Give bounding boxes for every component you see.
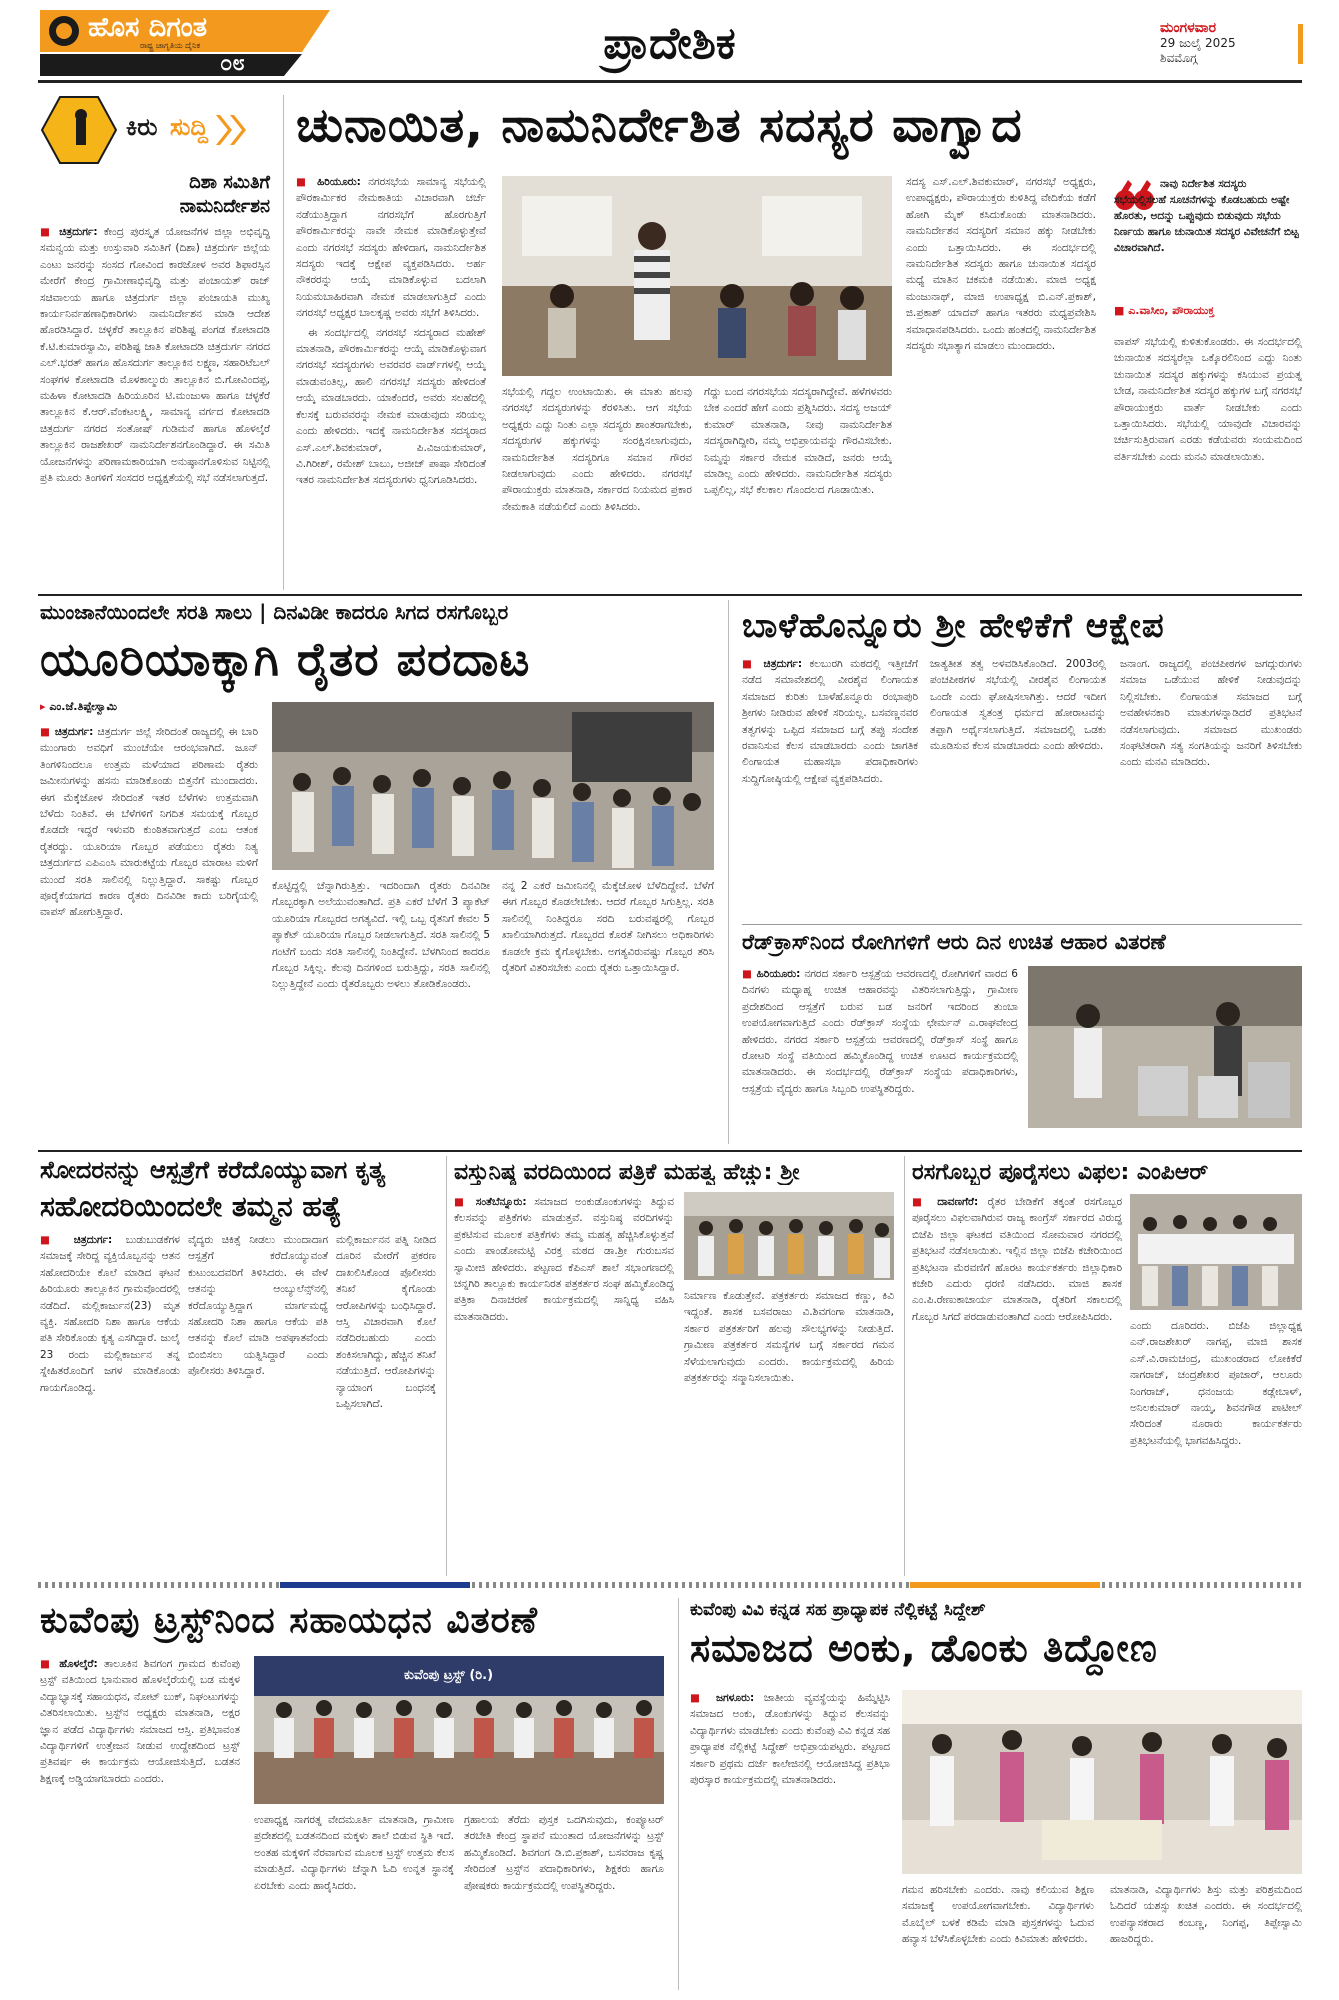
lead-col1b-text: ಈ ಸಂದರ್ಭದಲ್ಲಿ ನಗರಸಭೆ ಸದಸ್ಯರಾದ ಮಹೇಶ್ ಮಾತನಾಡಿ, ಪೌರಕಾರ್ಮಿಕರನ್ನು ಆಯ್ಕೆ ಮಾಡಿಕೊಳ್ಳುವಾಗ ನಗರಸಭೆ ಸದಸ್ಯರುಗಳು ಅವರವರ ವಾರ್ಡ್‌ಗಳಲ್ಲಿ ಆಯ್ಕೆ ಮಾಡುವಂತಿಲ್ಲ, ಹಾಲಿ ನಗರಸಭೆ ಸದಸ್ಯರು ಹೇಳಿದಂತೆ ಆಯ್ಕೆ ಮಾಡಬಾರದು. ಯಾಕೆಂದರೆ, ಅವರು ಸಲಹೆದಲ್ಲಿ ಕೆಲಸಕ್ಕೆ ಬರುವವರನ್ನು ನೇಮಕ ಮಾಡುವುದು ಸರಿಯಲ್ಲ ಎಂದು ಹೇಳಿದರು. ಇದಕ್ಕೆ ನಾಮನಿರ್ದೇಶಿತ ಸದಸ್ಯರಾದ ಎಸ್.ಎಲ್.ಶಿವಕುಮಾರ್, ಪಿ.ವಿಜಯಕುಮಾರ್, ವಿ.ಗಿರೀಶ್, ರಮೇಶ್ ಬಾಬು, ಅಜೀಜ್ ಪಾಷಾ ಸೇರಿದಂತೆ ಇತರ ನಾಮನಿರ್ದೇಶಿತ ಸದಸ್ಯರುಗಳು ಧ್ವನಿಗೂಡಿಸಿದರು. [296,326,486,487]
lead-headline: ಚುನಾಯಿತ, ನಾಮನಿರ್ದೇಶಿತ ಸದಸ್ಯರ ವಾಗ್ವಾದ [296,98,1023,153]
lead-col5-text: ವಾಪಸ್ ಸಭೆಯಲ್ಲಿ ಕುಳಿತುಕೊಂಡರು. ಈ ಸಂದರ್ಭದಲ್ಲಿ ಚುನಾಯಿತ ಸದಸ್ಯರೆಲ್ಲಾ ಒಕ್ಕೊರಲಿನಿಂದ ಎದ್ದು ನಿಂತು ಚುನಾಯಿತ ಸದಸ್ಯರ ಹಕ್ಕುಗಳನ್ನು ಕಸಿಯುವ ಪ್ರಯತ್ನ ಬೇಡ, ನಾಮನಿರ್ದೇಶಿತ ಸದಸ್ಯರ ಹಕ್ಕುಗಳ ಬಗ್ಗೆ ನಗರಸಭೆ ಪೌರಾಯುಕ್ತರು ವಾರ್ತೆ ನೀಡಬೇಕು ಎಂದು ಒತ್ತಾಯಿಸಿದರು. ಸಭೆಯಲ್ಲಿ ಯಾವುದೇ ವಿಚಾರವನ್ನು ಚರ್ಚಿಸುತ್ತಿರುವಾಗ ಎರಡು ಕಡೆಯವರು ಸಂಯಮದಿಂದ ವರ್ತಿಸಬೇಕು ಎಂದು ಮನವಿ ಮಾಡಲಾಯಿತು. [1114,336,1302,463]
kuvempu-banner-text: ಕುವೆಂಪು ಟ್ರಸ್ಟ್ (ರಿ.) [404,1668,494,1683]
masthead-rule [38,80,1302,83]
press-divider [904,1156,905,1576]
lead-col-3 [704,384,892,584]
rule-bale-redcross [742,924,1302,925]
murder-col3-text: ಮಲ್ಲಿಕಾರ್ಜುನನ ಪತ್ನಿ ನೀಡಿದ ದೂರಿನ ಮೇರೆಗೆ ಪ್ರಕರಣ ದಾಖಲಿಸಿಕೊಂಡ ಪೊಲೀಸರು ತನಿಖೆ ಕೈಗೊಂಡು ಆರೋಪಿಗಳನ್ನು ಬಂಧಿಸಿದ್ದಾರೆ. ಆಸ್ತಿ ವಿಚಾರವಾಗಿ ಕೊಲೆ ನಡೆದಿರಬಹುದು ಎಂದು ಶಂಕಿಸಲಾಗಿದ್ದು, ಹೆಚ್ಚಿನ ತನಿಖೆ ನಡೆಯುತ್ತಿದೆ. ಆರೋಪಿಗಳನ್ನು ನ್ಯಾಯಾಂಗ ಬಂಧನಕ್ಕೆ ಒಪ್ಪಿಸಲಾಗಿದೆ. [336,1234,436,1411]
urea-col3-text: ನನ್ನ 2 ಎಕರೆ ಜಮೀನಿನಲ್ಲಿ ಮೆಕ್ಕೆಜೋಳ ಬೆಳೆದಿದ್ದೇನೆ. ಬೆಳೆಗೆ ಈಗ ಗೊಬ್ಬರ ಕೊಡಲೇಬೇಕು. ಆದರೆ ಗೊಬ್ಬರ ಸಿಗುತ್ತಿಲ್ಲ. ಸರತಿ ಸಾಲಿನಲ್ಲಿ ನಿಂತಿದ್ದರೂ ಸರದಿ ಬರುವಷ್ಟರಲ್ಲಿ ಗೊಬ್ಬರ ಖಾಲಿಯಾಗಿರುತ್ತದೆ. ಗೊಬ್ಬರದ ಕೊರತೆ ನೀಗಿಸಲು ಅಧಿಕಾರಿಗಳು ಕೂಡಲೇ ಕ್ರಮ ಕೈಗೊಳ್ಳಬೇಕು. ಅಗತ್ಯವಿರುವಷ್ಟು ಗೊಬ್ಬರ ತರಿಸಿ ರೈತರಿಗೆ ವಿತರಿಸಬೇಕು ಎಂದು ರೈತರು ಒತ್ತಾಯಿಸಿದ್ದಾರೆ. [502,880,714,975]
siddesh-col-3 [1110,1882,1302,1986]
press-headline: ವಸ್ತುನಿಷ್ಠ ವರದಿಯಿಂದ ಪತ್ರಿಕೆ ಮಹತ್ವ ಹೆಚ್ಚು: ಶ್ರೀ [454,1160,800,1185]
kiru-title-1: ದಿಶಾ ಸಮಿತಿಗೆ [189,172,270,193]
bale-col2-text: ಜಾತ್ಯತೀತ ತತ್ವ ಅಳವಡಿಸಿಕೊಂಡಿದೆ. 2003ರಲ್ಲಿ ಪಂಚಪೀಠಗಳ ಸಭೆಯಲ್ಲಿ ವೀರಶೈವ ಲಿಂಗಾಯತ ಒಂದೇ ಎಂದು ಘೋಷಿಸಲಾಗಿತ್ತು. ಆದರೆ ಇದೀಗ ಲಿಂಗಾಯತ ಸ್ವತಂತ್ರ ಧರ್ಮದ ಹೋರಾಟವನ್ನು ತಪ್ಪಾಗಿ ಅರ್ಥೈಸಲಾಗುತ್ತಿದೆ. ಸಮಾಜದಲ್ಲಿ ಒಡಕು ಮೂಡಿಸುವ ಕೆಲಸ ಮಾಡಬಾರದು ಎಂದು ಹೇಳಿದರು. [930,658,1106,753]
redcross-photo [1028,966,1302,1128]
masthead-date: 29 ಜುಲೈ 2025 [1160,36,1236,50]
murder-col-1: ■ ಚಿತ್ರದುರ್ಗ: ಬುಡುಬುಡಕೆಗಳ ಸಮಾಜಕ್ಕೆ ಸೇರಿದ್ದ ವ್ಯಕ್ತಿಯೊಬ್ಬನನ್ನು ಆತನ ಸಹೋದರಿಯೇ ಕೊಲೆ ಮಾಡಿದ ಘಟನೆ ಹಿರಿಯೂರು ತಾಲ್ಲೂಕಿನ ಗ್ರಾಮವೊಂದರಲ್ಲಿ ನಡೆದಿದೆ. ಮಲ್ಲಿಕಾರ್ಜುನ(23) ಮೃತ ವ್ಯಕ್ತಿ. ಸಹೋದರಿ ನಿಶಾ ಹಾಗೂ ಆಕೆಯ ಪತಿ ಸೇರಿಕೊಂಡು ಕೃತ್ಯ ಎಸಗಿದ್ದಾರೆ. ಜುಲೈ 23 ರಂದು ಮಲ್ಲಿಕಾರ್ಜುನ ತನ್ನ ಸ್ನೇಹಿತರೊಂದಿಗೆ ಜಗಳ ಮಾಡಿಕೊಂಡು ಗಾಯಗೊಂಡಿದ್ದ. [40,1234,180,1394]
murder-col1-text: ಬುಡುಬುಡಕೆಗಳ ಸಮಾಜಕ್ಕೆ ಸೇರಿದ್ದ ವ್ಯಕ್ತಿಯೊಬ್ಬನನ್ನು ಆತನ ಸಹೋದರಿಯೇ ಕೊಲೆ ಮಾಡಿದ ಘಟನೆ ಹಿರಿಯೂರು ತಾಲ್ಲೂಕಿನ ಗ್ರಾಮವೊಂದರಲ್ಲಿ ನಡೆದಿದೆ. ಮಲ್ಲಿಕಾರ್ಜುನ(23) ಮೃತ ವ್ಯಕ್ತಿ. ಸಹೋದರಿ ನಿಶಾ ಹಾಗೂ ಆಕೆಯ ಪತಿ ಸೇರಿಕೊಂಡು ಕೃತ್ಯ ಎಸಗಿದ್ದಾರೆ. ಜುಲೈ 23 ರಂದು ಮಲ್ಲಿಕಾರ್ಜುನ ತನ್ನ ಸ್ನೇಹಿತರೊಂದಿಗೆ ಜಗಳ ಮಾಡಿಕೊಂಡು ಗಾಯಗೊಂಡಿದ್ದ. [40,1234,180,1394]
lead-quote-box [1114,176,1302,326]
kuvempu-col2-text: ಉಪಾಧ್ಯಕ್ಷ ನಾಗರತ್ನ ವೇದಮೂರ್ತಿ ಮಾತನಾಡಿ, ಗ್ರಾಮೀಣ ಪ್ರದೇಶದಲ್ಲಿ ಬಡತನದಿಂದ ಮಕ್ಕಳು ಶಾಲೆ ಬಿಡುವ ಸ್ಥಿತಿ ಇದೆ. ಅಂತಹ ಮಕ್ಕಳಿಗೆ ನೆರವಾಗುವ ಮೂಲಕ ಟ್ರಸ್ಟ್ ಉತ್ತಮ ಕೆಲಸ ಮಾಡುತ್ತಿದೆ. ವಿದ್ಯಾರ್ಥಿಗಳು ಚೆನ್ನಾಗಿ ಓದಿ ಉನ್ನತ ಸ್ಥಾನಕ್ಕೆ ಏರಬೇಕು ಎಂದು ಹಾರೈಸಿದರು. [254,1814,454,1892]
murder-divider [446,1156,447,1576]
bale-col-1: ■ ಚಿತ್ರದುರ್ಗ: ಕಲಬುರಗಿ ಮಠದಲ್ಲಿ ಇತ್ತೀಚೆಗೆ ನಡೆದ ಸಮಾವೇಶದಲ್ಲಿ ವೀರಶೈವ ಲಿಂಗಾಯತ ಸಮಾಜದ ಕುರಿತು ಬಾಳೆಹೊನ್ನೂರು ರಂಭಾಪುರಿ ಶ್ರೀಗಳು ನೀಡಿರುವ ಹೇಳಿಕೆ ಸರಿಯಲ್ಲ. ಬಸವಣ್ಣನವರ ತತ್ವಗಳನ್ನು ಒಪ್ಪಿದ ಸಮಾಜದ ಬಗ್ಗೆ ತಪ್ಪು ಸಂದೇಶ ರವಾನಿಸುವ ಕೆಲಸ ಮಾಡಬಾರದು ಎಂದು ಜಾಗತಿಕ ಲಿಂಗಾಯತ ಮಹಾಸಭಾ ಪದಾಧಿಕಾರಿಗಳು ಸುದ್ದಿಗೋಷ್ಠಿಯಲ್ಲಿ ಆಕ್ಷೇಪ ವ್ಯಕ್ತಪಡಿಸಿದರು. [742,658,918,785]
urea-kicker: ಮುಂಜಾನೆಯಿಂದಲೇ ಸರತಿ ಸಾಲು | ದಿನವಿಡೀ ಕಾದರೂ ಸಿಗದ ರಸಗೊಬ್ಬರ [40,600,509,624]
section-divider-bar [38,1582,1302,1588]
urea-headline: ಯೂರಿಯಾಕ್ಕಾಗಿ ರೈತರ ಪರದಾಟ [40,632,531,686]
divider-accent-blue [280,1582,470,1588]
murder-col2-text: ವೈದ್ಯರು ಚಿಕಿತ್ಸೆ ನೀಡಲು ಮುಂದಾದಾಗ ಆಸ್ಪತ್ರೆಗೆ ಕರೆದೊಯ್ಯುವಂತೆ ಕುಟುಂಬದವರಿಗೆ ತಿಳಿಸಿದರು. ಈ ವೇಳೆ ಆತನನ್ನು ಆಂಬ್ಯುಲೆನ್ಸ್‌ನಲ್ಲಿ ಕರೆದೊಯ್ಯುತ್ತಿದ್ದಾಗ ಮಾರ್ಗಮಧ್ಯೆ ಸಹೋದರಿ ನಿಶಾ ಹಾಗೂ ಆಕೆಯ ಪತಿ ಆತನನ್ನು ಕೊಲೆ ಮಾಡಿ ಅಪಘಾತವೆಂದು ಬಿಂಬಿಸಲು ಯತ್ನಿಸಿದ್ದಾರೆ ಎಂದು ಪೊಲೀಸರು ತಿಳಿಸಿದ್ದಾರೆ. [188,1234,328,1378]
kiru-body: ■ ಚಿತ್ರದುರ್ಗ: ಕೇಂದ್ರ ಪುರಸ್ಕೃತ ಯೋಜನೆಗಳ ಜಿಲ್ಲಾ ಅಭಿವೃದ್ಧಿ ಸಮನ್ವಯ ಮತ್ತು ಉಸ್ತುವಾರಿ ಸಮಿತಿಗೆ (ದಿಶಾ) ಚಿತ್ರದುರ್ಗ ಜಿಲ್ಲೆಯ ಎಂಟು ಜನರನ್ನು ಸಂಸದ ಗೋವಿಂದ ಕಾರಜೋಳ ಅವರ ಶಿಫಾರಸ್ಸಿನ ಮೇರೆಗೆ ಕೇಂದ್ರ ಗ್ರಾಮೀಣಾಭಿವೃದ್ಧಿ ಮತ್ತು ಪಂಚಾಯತ್ ರಾಜ್ ಸಚಿವಾಲಯ ಹಾಗೂ ಚಿತ್ರದುರ್ಗ ಜಿಲ್ಲಾ ಪಂಚಾಯತಿ ಮುಖ್ಯ ಕಾರ್ಯನಿರ್ವಹಣಾಧಿಕಾರಿಗಳು ನಾಮನಿರ್ದೇಶನ ಮಾಡಿ ಆದೇಶ ಹೊರಡಿಸಿದ್ದಾರೆ. ಚಳ್ಳಕೆರೆ ತಾಲ್ಲೂಕಿನ ಪರಿಶಿಷ್ಟ ಪಂಗಡ ಕೋಟಾದಡಿ ಕೆ.ಟಿ.ಕುಮಾರಸ್ವಾಮಿ, ಪರಿಶಿಷ್ಟ ಜಾತಿ ಕೋಟಾದಡಿ ಚಿತ್ರದುರ್ಗ ನಗರದ ಎಲ್.ಭರತ್ ಹಾಗೂ ಹೊಸದುರ್ಗ ತಾಲ್ಲೂಕಿನ ಲಕ್ಷ್ಮಣ, ಸಹಾರಿಟೆಬಲ್ ಸಂಘಗಳ ಕೋಟಾದಡಿ ಮೊಳಕಾಲ್ಮುರು ತಾಲ್ಲೂಕಿನ ಬಿ.ಗೋವಿಂದಪ್ಪ, ಮಹಿಳಾ ಕೋಟಾದಡಿ ಹಿರಿಯೂರಿನ ಟಿ.ಮಂಜುಳಾ ಹಾಗೂ ಚಳ್ಳಕೆರೆ ತಾಲ್ಲೂಕಿನ ಕೆ.ಆರ್.ವೆಂಕಟಲಕ್ಷ್ಮಿ, ಸಾಮಾನ್ಯ ವರ್ಗದ ಕೋಟಾದಡಿ ಚಿತ್ರದುರ್ಗ ನಗರದ ಸಂತೋಷ್ ಗುಡಿಮನೆ ಹಾಗೂ ಹೊಳಲ್ಕೆರೆ ತಾಲ್ಲೂಕಿನ ರಾಜಶೇಖರ್ ನಾಮನಿರ್ದೇಶನಗೊಂಡಿದ್ದಾರೆ. ಈ ಸಮಿತಿ ಯೋಜನೆಗಳನ್ನು ಪರಿಣಾಮಕಾರಿಯಾಗಿ ಅನುಷ್ಠಾನಗೊಳಿಸುವ ನಿಟ್ಟಿನಲ್ಲಿ ಪ್ರತಿ ಮೂರು ತಿಂಗಳಿಗೆ ಸಂಸದರ ಅಧ್ಯಕ್ಷತೆಯಲ್ಲಿ ಸಭೆ ನಡೆಸಲಾಗುತ್ತದೆ. [40,226,270,485]
urea-col-3 [502,878,714,1144]
divider-accent-orange [910,1582,1100,1588]
urea-byline-text: ಎಂ.ಜೆ.ತಿಪ್ಪೇಸ್ವಾಮಿ [49,700,118,713]
siddesh-col1-text: ಜಾತೀಯ ವ್ಯವಸ್ಥೆಯನ್ನು ಹಿಮ್ಮೆಟ್ಟಿಸಿ ಸಮಾಜದ ಅಂಕು, ಡೊಂಕುಗಳನ್ನು ತಿದ್ದುವ ಕೆಲಸವನ್ನು ವಿದ್ಯಾರ್ಥಿಗಳು ಮಾಡಬೇಕು ಎಂದು ಕುವೆಂಪು ವಿವಿ ಕನ್ನಡ ಸಹ ಪ್ರಾಧ್ಯಾಪಕ ನೆಲ್ಲಿಕಟ್ಟೆ ಸಿದ್ದೇಶ್ ಅಭಿಪ್ರಾಯಪಟ್ಟರು. ಪಟ್ಟಣದ ಸರ್ಕಾರಿ ಪ್ರಥಮ ದರ್ಜೆ ಕಾಲೇಜಿನಲ್ಲಿ ಆಯೋಜಿಸಿದ್ದ ಪ್ರತಿಭಾ ಪುರಸ್ಕಾರ ಕಾರ್ಯಕ್ರಮದಲ್ಲಿ ಮಾತನಾಡಿದರು. [690,1692,890,1787]
lead-quote-text: ನಾವು ನಿರ್ದೇಶಿತ ಸದಸ್ಯರು ಸಭೆಯಲ್ಲಿಸಲಹೆ ಸೂಚನೆಗಳನ್ನು ಕೊಡಬಹುದು ಅಷ್ಟೇ ಹೊರತು, ಅದನ್ನು ಒಪ್ಪುವುದು ಬಿಡುವುದು ಸಭೆಯ ನಿರ್ಣಯ ಹಾಗೂ ಚುನಾಯಿತ ಸದಸ್ಯರ ವಿವೇಚನೆಗೆ ಬಿಟ್ಟ ವಿಚಾರವಾಗಿದೆ. [1114,178,1299,254]
fert-dateline: ದಾವಣಗೆರೆ: [937,1196,979,1208]
kiru-label: ಕಿರು [126,113,158,141]
section-title: ಪ್ರಾದೇಶಿಕ [603,18,736,69]
siddesh-col-1: ■ ಜಗಳೂರು: ಜಾತೀಯ ವ್ಯವಸ್ಥೆಯನ್ನು ಹಿಮ್ಮೆಟ್ಟಿಸಿ ಸಮಾಜದ ಅಂಕು, ಡೊಂಕುಗಳನ್ನು ತಿದ್ದುವ ಕೆಲಸವನ್ನು ವಿದ್ಯಾರ್ಥಿಗಳು ಮಾಡಬೇಕು ಎಂದು ಕುವೆಂಪು ವಿವಿ ಕನ್ನಡ ಸಹ ಪ್ರಾಧ್ಯಾಪಕ ನೆಲ್ಲಿಕಟ್ಟೆ ಸಿದ್ದೇಶ್ ಅಭಿಪ್ರಾಯಪಟ್ಟರು. ಪಟ್ಟಣದ ಸರ್ಕಾರಿ ಪ್ರಥಮ ದರ್ಜೆ ಕಾಲೇಜಿನಲ್ಲಿ ಆಯೋಜಿಸಿದ್ದ ಪ್ರತಿಭಾ ಪುರಸ್ಕಾರ ಕಾರ್ಯಕ್ರಮದಲ್ಲಿ ಮಾತನಾಡಿದರು. [690,1692,890,1787]
press-col2-text: ನಿರ್ಮಾಣ ಕೊಡುತ್ತೇನೆ. ಪತ್ರಕರ್ತರು ಸಮಾಜದ ಕಣ್ಣು, ಕಿವಿ ಇದ್ದಂತೆ. ಶಾಸಕ ಬಸವರಾಜು ವಿ.ಶಿವಗಂಗಾ ಮಾತನಾಡಿ, ಸರ್ಕಾರ ಪತ್ರಕರ್ತರಿಗೆ ಹಲವು ಸೌಲಭ್ಯಗಳನ್ನು ನೀಡುತ್ತಿದೆ. ಗ್ರಾಮೀಣ ಪತ್ರಕರ್ತರ ಸಮಸ್ಯೆಗಳ ಬಗ್ಗೆ ಸರ್ಕಾರದ ಗಮನ ಸೆಳೆಯಲಾಗುವುದು ಎಂದರು. ಕಾರ್ಯಕ್ರಮದಲ್ಲಿ ಹಿರಿಯ ಪತ್ರಕರ್ತರನ್ನು ಸನ್ಮಾನಿಸಲಾಯಿತು. [684,1290,894,1385]
fert-col2-text: ಎಂದು ದೂರಿದರು. ಬಿಜೆಪಿ ಜಿಲ್ಲಾಧ್ಯಕ್ಷ ಎನ್.ರಾಜಶೇಖರ್ ನಾಗಪ್ಪ, ಮಾಜಿ ಶಾಸಕ ಎಸ್.ವಿ.ರಾಮಚಂದ್ರ, ಮುಖಂಡರಾದ ಲೋಕಿಕೆರೆ ನಾಗರಾಜ್, ಚಂದ್ರಶೇಖರ ಪೂಜಾರ್, ಆಲೂರು ನಿಂಗರಾಜ್, ಧನಂಜಯ ಕಡ್ಲೇಬಾಳ್, ಅನಿಲಕುಮಾರ್ ನಾಯ್ಕ, ಶಿವನಗೌಡ ಪಾಟೀಲ್ ಸೇರಿದಂತೆ ನೂರಾರು ಕಾರ್ಯಕರ್ತರು ಪ್ರತಿಭಟನೆಯಲ್ಲಿ ಭಾಗವಹಿಸಿದ್ದರು. [1130,1320,1302,1447]
meeting-photo-icon [502,176,892,376]
fert-headline: ರಸಗೊಬ್ಬರ ಪೂರೈಸಲು ವಿಫಲ: ಎಂಪಿಆರ್ [912,1160,1209,1185]
masthead-title: ಹೊಸ ದಿಗಂತ [88,12,208,43]
crowd-photo-icon [272,702,714,870]
masthead-day: ಮಂಗಳವಾರ [1160,20,1217,36]
lead-col-2 [502,384,692,584]
redcross-body: ■ ಹಿರಿಯೂರು: ನಗರದ ಸರ್ಕಾರಿ ಆಸ್ಪತ್ರೆಯ ಆವರಣದಲ್ಲಿ ರೋಗಿಗಳಿಗೆ ವಾರದ 6 ದಿನಗಳು ಮಧ್ಯಾಹ್ನ ಉಚಿತ ಆಹಾರವನ್ನು ವಿತರಿಸಲಾಗುತ್ತಿದ್ದು, ಗ್ರಾಮೀಣ ಪ್ರದೇಶದಿಂದ ಆಸ್ಪತ್ರೆಗೆ ಬರುವ ಬಡ ಜನರಿಗೆ ಇದರಿಂದ ತುಂಬಾ ಉಪಯೋಗವಾಗುತ್ತಿದೆ ಎಂದು ರೆಡ್‌ಕ್ರಾಸ್ ಸಂಸ್ಥೆಯ ಛೇರ್ಮನ್ ಎ.ರಾಘವೇಂದ್ರ ಹೇಳಿದರು. ನಗರದ ಸರ್ಕಾರಿ ಆಸ್ಪತ್ರೆಯ ಆವರಣದಲ್ಲಿ ರೆಡ್‌ಕ್ರಾಸ್ ಸಂಸ್ಥೆ ಹಾಗೂ ರೋಟರಿ ಸಂಸ್ಥೆ ವತಿಯಿಂದ ಹಮ್ಮಿಕೊಂಡಿದ್ದ ಉಚಿತ ಊಟದ ಕಾರ್ಯಕ್ರಮದಲ್ಲಿ ಮಾತನಾಡಿದರು. ಈ ಸಂದರ್ಭದಲ್ಲಿ ರೆಡ್‌ಕ್ರಾಸ್ ಸಂಸ್ಥೆಯ ಪದಾಧಿಕಾರಿಗಳು, ಆಸ್ಪತ್ರೆಯ ವೈದ್ಯರು ಹಾಗೂ ಸಿಬ್ಬಂದಿ ಉಪಸ್ಥಿತರಿದ್ದರು. [742,968,1018,1095]
lead-quote-by: ■ ಎ.ವಾಸೀಂ, ಪೌರಾಯುಕ್ತ [1114,304,1215,317]
rule-row-2 [38,1150,1302,1152]
murder-col-3 [336,1232,436,1572]
murder-dateline: ಚಿತ್ರದುರ್ಗ: [73,1234,113,1246]
page-number: ೦೮ [220,51,245,76]
masthead-edge-bar [1298,24,1303,64]
bale-col3-text: ಜನಾಂಗ. ರಾಜ್ಯದಲ್ಲಿ ಪಂಚಪೀಠಗಳ ಜಗದ್ಗುರುಗಳು ಸಮಾಜ ಒಡೆಯುವ ಹೇಳಿಕೆ ನೀಡುವುದನ್ನು ನಿಲ್ಲಿಸಬೇಕು. ಲಿಂಗಾಯತ ಸಮಾಜದ ಬಗ್ಗೆ ಅವಹೇಳನಕಾರಿ ಮಾತುಗಳನ್ನಾಡಿದರೆ ಪ್ರತಿಭಟನೆ ನಡೆಸಲಾಗುವುದು. ಸಮಾಜದ ಮುಖಂಡರು ಸಂಘಟಿತರಾಗಿ ಸತ್ಯ ಸಂಗತಿಯನ್ನು ಜನರಿಗೆ ತಿಳಿಸಬೇಕು ಎಂದು ಮನವಿ ಮಾಡಿದರು. [1120,658,1302,769]
urea-col2-text: ಕೊಟ್ಟಿದ್ದಲ್ಲಿ ಚೆನ್ನಾಗಿರುತ್ತಿತ್ತು. ಇದರಿಂದಾಗಿ ರೈತರು ದಿನವಿಡೀ ಗೊಬ್ಬರಕ್ಕಾಗಿ ಅಲೆಯುವಂತಾಗಿದೆ. ಪ್ರತಿ ಎಕರೆ ಬೆಳೆಗೆ 3 ಪ್ಯಾಕೆಟ್ ಯೂರಿಯಾ ಗೊಬ್ಬರದ ಅಗತ್ಯವಿದೆ. ಇಲ್ಲಿ ಒಬ್ಬ ರೈತನಿಗೆ ಕೇವಲ 5 ಪ್ಯಾಕೆಟ್ ಯೂರಿಯಾ ಗೊಬ್ಬರ ನೀಡಲಾಗುತ್ತಿದೆ. ಸರತಿ ಸಾಲಿನಲ್ಲಿ 5 ಗಂಟೆಗೆ ಬಂದು ಸರತಿ ಸಾಲಿನಲ್ಲಿ ನಿಂತಿದ್ದೇನೆ. ಬೆಳಗಿನಿಂದ ಕಾದರೂ ಗೊಬ್ಬರ ಸಿಕ್ಕಿಲ್ಲ. ಕೆಲವು ದಿನಗಳಿಂದ ಬರುತ್ತಿದ್ದು, ಸರತಿ ಸಾಲಿನಲ್ಲಿ ನಿಲ್ಲುತ್ತಿದ್ದೇನೆ ಎಂದು ರೈತರೊಬ್ಬರು ಅಳಲು ತೋಡಿಕೊಂಡರು. [272,880,490,991]
press-col-1: ■ ಸಂತೆಬೆನ್ನೂರು: ಸಮಾಜದ ಅಂಕುಡೊಂಕುಗಳನ್ನು ತಿದ್ದುವ ಕೆಲಸವನ್ನು ಪತ್ರಿಕೆಗಳು ಮಾಡುತ್ತವೆ. ವಸ್ತುನಿಷ್ಠ ವರದಿಗಳನ್ನು ಪ್ರಕಟಿಸುವ ಮೂಲಕ ಪತ್ರಿಕೆಗಳು ತಮ್ಮ ಮಹತ್ವ ಹೆಚ್ಚಿಸಿಕೊಳ್ಳುತ್ತವೆ ಎಂದು ಪಾಂಡೋಮಟ್ಟಿ ವಿರಕ್ತ ಮಠದ ಡಾ.ಶ್ರೀ ಗುರುಬಸವ ಸ್ವಾಮೀಜಿ ಹೇಳಿದರು. ಪಟ್ಟಣದ ಕೆಪಿಎಸ್ ಶಾಲೆ ಸಭಾಂಗಣದಲ್ಲಿ ಚನ್ನಗಿರಿ ತಾಲ್ಲೂಕು ಕಾರ್ಯನಿರತ ಪತ್ರಕರ್ತರ ಸಂಘ ಹಮ್ಮಿಕೊಂಡಿದ್ದ ಪತ್ರಿಕಾ ದಿನಾಚರಣೆ ಕಾರ್ಯಕ್ರಮದಲ್ಲಿ ಸಾನ್ನಿಧ್ಯ ವಹಿಸಿ ಮಾತನಾಡಿದರು. [454,1196,674,1323]
kuvempu-divider [678,1598,679,1990]
food-distribution-photo-icon [1028,966,1302,1128]
kiru-title-2: ನಾಮನಿರ್ದೇಶನ [179,196,270,217]
murder-headline-1: ಸೋದರನನ್ನು ಆಸ್ಪತ್ರೆಗೆ ಕರೆದೊಯ್ಯುವಾಗ ಕೃತ್ಯ [40,1156,386,1184]
siddesh-dateline: ಜಗಳೂರು: [715,1692,755,1704]
kuvempu-col1-text: ತಾಲೂಕಿನ ಶಿವಗಂಗ ಗ್ರಾಮದ ಕುವೆಂಪು ಟ್ರಸ್ಟ್ ವತಿಯಿಂದ ಭಾನುವಾರ ಹೊಳಲ್ಕೆರೆಯಲ್ಲಿ ಬಡ ಮಕ್ಕಳ ವಿದ್ಯಾಭ್ಯಾಸಕ್ಕೆ ಸಹಾಯಧನ, ನೋಟ್ ಬುಕ್, ನಿಘಂಟುಗಳನ್ನು ವಿತರಿಸಲಾಯಿತು. ಟ್ರಸ್ಟ್‌ನ ಅಧ್ಯಕ್ಷರು ಮಾತನಾಡಿ, ಅಕ್ಷರ ಜ್ಞಾನ ಪಡೆದ ವಿದ್ಯಾರ್ಥಿಗಳು ಸಮಾಜದ ಆಸ್ತಿ. ಪ್ರತಿಭಾವಂತ ವಿದ್ಯಾರ್ಥಿಗಳಿಗೆ ಉತ್ತೇಜನ ನೀಡುವ ಉದ್ದೇಶದಿಂದ ಟ್ರಸ್ಟ್ ಪ್ರತಿವರ್ಷ ಈ ಕಾರ್ಯಕ್ರಮ ಆಯೋಜಿಸುತ್ತಿದೆ. ಬಡತನ ಶಿಕ್ಷಣಕ್ಕೆ ಅಡ್ಡಿಯಾಗಬಾರದು ಎಂದರು. [40,1658,240,1785]
kiru-dateline: ಚಿತ್ರದುರ್ಗ: [59,226,98,238]
bale-col-3 [1120,656,1302,916]
fert-col-2 [1130,1318,1302,1574]
urea-divider [728,600,729,1144]
lead-col-1: ■ ಹಿರಿಯೂರು: ನಗರಸಭೆಯ ಸಾಮಾನ್ಯ ಸಭೆಯಲ್ಲಿ ಪೌರಕಾರ್ಮಿಕರ ನೇಮಕಾತಿಯ ವಿಚಾರವಾಗಿ ಚರ್ಚೆ ನಡೆಯುತ್ತಿದ್ದಾಗ ನಗರಸಭೆಗೆ ಹೊರಗುತ್ತಿಗೆ ಪೌರಕಾರ್ಮಿಕರನ್ನು ನಾವೇ ನೇಮಕ ಮಾಡಿಕೊಳ್ಳುತ್ತೇವೆ ಎಂದು ನಗರಸಭೆ ಸದಸ್ಯರು ಹೇಳಿದಾಗ, ನಾಮನಿರ್ದೇಶಿತ ಸದಸ್ಯರು ಇದಕ್ಕೆ ಆಕ್ಷೇಪ ವ್ಯಕ್ತಪಡಿಸಿದರು. ಅರ್ಹ ನೌಕರರನ್ನು ಆಯ್ಕೆ ಮಾಡಿಕೊಳ್ಳುವ ಬದಲಾಗಿ ನಿಯಮಬಾಹಿರವಾಗಿ ನೇಮಕ ಮಾಡಲಾಗುತ್ತಿದೆ ಎಂದು ನಗರಸಭೆ ಅಧ್ಯಕ್ಷರ ಬಾಲಕೃಷ್ಣ ಅವರು ಸಭೆಗೆ ತಿಳಿಸಿದರು. ಈ ಸಂದರ್ಭದಲ್ಲಿ ನಗರಸಭೆ ಸದಸ್ಯರಾದ ಮಹೇಶ್ ಮಾತನಾಡಿ, ಪೌರಕಾರ್ಮಿಕರನ್ನು ಆಯ್ಕೆ ಮಾಡಿಕೊಳ್ಳುವಾಗ ನಗರಸಭೆ ಸದಸ್ಯರುಗಳು ಅವರವರ ವಾರ್ಡ್‌ಗಳಲ್ಲಿ ಆಯ್ಕೆ ಮಾಡುವಂತಿಲ್ಲ, ಹಾಲಿ ನಗರಸಭೆ ಸದಸ್ಯರು ಹೇಳಿದಂತೆ ಆಯ್ಕೆ ಮಾಡಬಾರದು. ಯಾಕೆಂದರೆ, ಅವರು ಸಲಹೆದಲ್ಲಿ ಕೆಲಸಕ್ಕೆ ಬರುವವರನ್ನು ನೇಮಕ ಮಾಡುವುದು ಸರಿಯಲ್ಲ ಎಂದು ಹೇಳಿದರು. ಇದಕ್ಕೆ ನಾಮನಿರ್ದೇಶಿತ ಸದಸ್ಯರಾದ ಎಸ್.ಎಲ್.ಶಿವಕುಮಾರ್, ಪಿ.ವಿಜಯಕುಮಾರ್, ವಿ.ಗಿರೀಶ್, ರಮೇಶ್ ಬಾಬು, ಅಜೀಜ್ ಪಾಷಾ ಸೇರಿದಂತೆ ಇತರ ನಾಮನಿರ್ದೇಶಿತ ಸದಸ್ಯರುಗಳು ಧ್ವನಿಗೂಡಿಸಿದರು. [296,174,486,584]
kiru-suddi-badge [40,95,260,165]
siddesh-kicker: ಕುವೆಂಪು ವಿವಿ ಕನ್ನಡ ಸಹ ಪ್ರಾಧ್ಯಾಪಕ ನೆಲ್ಲಿಕಟ್ಟೆ ಸಿದ್ದೇಶ್ [690,1600,986,1620]
lead-col-4 [906,174,1096,584]
urea-col-2 [272,878,490,1144]
bale-col-2 [930,656,1106,916]
urea-col1-text: ಚಿತ್ರದುರ್ಗ ಜಿಲ್ಲೆ ಸೇರಿದಂತೆ ರಾಜ್ಯದಲ್ಲಿ ಈ ಬಾರಿ ಮುಂಗಾರು ಅವಧಿಗೆ ಮುಂಚೆಯೇ ಆರಂಭವಾಗಿದೆ. ಜೂನ್ ತಿಂಗಳಿನಿಂದಲೂ ಉತ್ತಮ ಮಳೆಯಾದ ಪರಿಣಾಮ ರೈತರು ಜಮೀನುಗಳನ್ನು ಹಸನು ಮಾಡಿಕೊಂಡು ಬಿತ್ತನೆಗೆ ಮುಂದಾದರು. ಈಗ ಮೆಕ್ಕೆಜೋಳ ಸೇರಿದಂತೆ ಇತರ ಬೆಳೆಗಳು ಉತ್ತಮವಾಗಿ ಬೆಳೆದು ನಿಂತಿವೆ. ಈ ಬೆಳೆಗಳಿಗೆ ನಿಗದಿತ ಸಮಯಕ್ಕೆ ಗೊಬ್ಬರ ಕೊಡದೇ ಇದ್ದರೆ ಇಳುವರಿ ಕುಂಠಿತವಾಗುತ್ತದೆ ಎಂಬ ಆತಂಕ ರೈತರದ್ದು. ಯೂರಿಯಾ ಗೊಬ್ಬರ ಪಡೆಯಲು ರೈತರು ನಿತ್ಯ ಚಿತ್ರದುರ್ಗದ ಎಪಿಎಂಸಿ ಮಾರುಕಟ್ಟೆಯ ಗೊಬ್ಬರ ಮಾರಾಟ ಮಳಿಗೆ ಮುಂದೆ ಸರತಿ ಸಾಲಿನಲ್ಲಿ ನಿಲ್ಲುತ್ತಿದ್ದಾರೆ. ಸಾಕಷ್ಟು ಗೊಬ್ಬರ ಪೂರೈಕೆಯಾಗದ ಕಾರಣ ರೈತರು ದಿನವಿಡೀ ಕಾದು ಬರಿಗೈಯಲ್ಲಿ ವಾಪಸ್ ಹೋಗುತ್ತಿದ್ದಾರೆ. [40,726,258,919]
press-photo [684,1192,894,1280]
murder-col-2 [188,1232,328,1572]
press-col1-text: ಸಮಾಜದ ಅಂಕುಡೊಂಕುಗಳನ್ನು ತಿದ್ದುವ ಕೆಲಸವನ್ನು ಪತ್ರಿಕೆಗಳು ಮಾಡುತ್ತವೆ. ವಸ್ತುನಿಷ್ಠ ವರದಿಗಳನ್ನು ಪ್ರಕಟಿಸುವ ಮೂಲಕ ಪತ್ರಿಕೆಗಳು ತಮ್ಮ ಮಹತ್ವ ಹೆಚ್ಚಿಸಿಕೊಳ್ಳುತ್ತವೆ ಎಂದು ಪಾಂಡೋಮಟ್ಟಿ ವಿರಕ್ತ ಮಠದ ಡಾ.ಶ್ರೀ ಗುರುಬಸವ ಸ್ವಾಮೀಜಿ ಹೇಳಿದರು. ಪಟ್ಟಣದ ಕೆಪಿಎಸ್ ಶಾಲೆ ಸಭಾಂಗಣದಲ್ಲಿ ಚನ್ನಗಿರಿ ತಾಲ್ಲೂಕು ಕಾರ್ಯನಿರತ ಪತ್ರಕರ್ತರ ಸಂಘ ಹಮ್ಮಿಕೊಂಡಿದ್ದ ಪತ್ರಿಕಾ ದಿನಾಚರಣೆ ಕಾರ್ಯಕ್ರಮದಲ್ಲಿ ಸಾನ್ನಿಧ್ಯ ವಹಿಸಿ ಮಾತನಾಡಿದರು. [454,1196,674,1323]
redcross-text: ನಗರದ ಸರ್ಕಾರಿ ಆಸ್ಪತ್ರೆಯ ಆವರಣದಲ್ಲಿ ರೋಗಿಗಳಿಗೆ ವಾರದ 6 ದಿನಗಳು ಮಧ್ಯಾಹ್ನ ಉಚಿತ ಆಹಾರವನ್ನು ವಿತರಿಸಲಾಗುತ್ತಿದ್ದು, ಗ್ರಾಮೀಣ ಪ್ರದೇಶದಿಂದ ಆಸ್ಪತ್ರೆಗೆ ಬರುವ ಬಡ ಜನರಿಗೆ ಇದರಿಂದ ತುಂಬಾ ಉಪಯೋಗವಾಗುತ್ತಿದೆ ಎಂದು ರೆಡ್‌ಕ್ರಾಸ್ ಸಂಸ್ಥೆಯ ಛೇರ್ಮನ್ ಎ.ರಾಘವೇಂದ್ರ ಹೇಳಿದರು. ನಗರದ ಸರ್ಕಾರಿ ಆಸ್ಪತ್ರೆಯ ಆವರಣದಲ್ಲಿ ರೆಡ್‌ಕ್ರಾಸ್ ಸಂಸ್ಥೆ ಹಾಗೂ ರೋಟರಿ ಸಂಸ್ಥೆ ವತಿಯಿಂದ ಹಮ್ಮಿಕೊಂಡಿದ್ದ ಉಚಿತ ಊಟದ ಕಾರ್ಯಕ್ರಮದಲ್ಲಿ ಮಾತನಾಡಿದರು. ಈ ಸಂದರ್ಭದಲ್ಲಿ ರೆಡ್‌ಕ್ರಾಸ್ ಸಂಸ್ಥೆಯ ಪದಾಧಿಕಾರಿಗಳು, ಆಸ್ಪತ್ರೆಯ ವೈದ್ಯರು ಹಾಗೂ ಸಿಬ್ಬಂದಿ ಉಪಸ್ಥಿತರಿದ್ದರು. [742,968,1018,1095]
kuvempu-col-3 [464,1812,664,1986]
felicitation-photo-icon [902,1690,1302,1874]
kiru-text: ಕೇಂದ್ರ ಪುರಸ್ಕೃತ ಯೋಜನೆಗಳ ಜಿಲ್ಲಾ ಅಭಿವೃದ್ಧಿ ಸಮನ್ವಯ ಮತ್ತು ಉಸ್ತುವಾರಿ ಸಮಿತಿಗೆ (ದಿಶಾ) ಚಿತ್ರದುರ್ಗ ಜಿಲ್ಲೆಯ ಎಂಟು ಜನರನ್ನು ಸಂಸದ ಗೋವಿಂದ ಕಾರಜೋಳ ಅವರ ಶಿಫಾರಸ್ಸಿನ ಮೇರೆಗೆ ಕೇಂದ್ರ ಗ್ರಾಮೀಣಾಭಿವೃದ್ಧಿ ಮತ್ತು ಪಂಚಾಯತ್ ರಾಜ್ ಸಚಿವಾಲಯ ಹಾಗೂ ಚಿತ್ರದುರ್ಗ ಜಿಲ್ಲಾ ಪಂಚಾಯತಿ ಮುಖ್ಯ ಕಾರ್ಯನಿರ್ವಹಣಾಧಿಕಾರಿಗಳು ನಾಮನಿರ್ದೇಶನ ಮಾಡಿ ಆದೇಶ ಹೊರಡಿಸಿದ್ದಾರೆ. ಚಳ್ಳಕೆರೆ ತಾಲ್ಲೂಕಿನ ಪರಿಶಿಷ್ಟ ಪಂಗಡ ಕೋಟಾದಡಿ ಕೆ.ಟಿ.ಕುಮಾರಸ್ವಾಮಿ, ಪರಿಶಿಷ್ಟ ಜಾತಿ ಕೋಟಾದಡಿ ಚಿತ್ರದುರ್ಗ ನಗರದ ಎಲ್.ಭರತ್ ಹಾಗೂ ಹೊಸದುರ್ಗ ತಾಲ್ಲೂಕಿನ ಲಕ್ಷ್ಮಣ, ಸಹಾರಿಟೆಬಲ್ ಸಂಘಗಳ ಕೋಟಾದಡಿ ಮೊಳಕಾಲ್ಮುರು ತಾಲ್ಲೂಕಿನ ಬಿ.ಗೋವಿಂದಪ್ಪ, ಮಹಿಳಾ ಕೋಟಾದಡಿ ಹಿರಿಯೂರಿನ ಟಿ.ಮಂಜುಳಾ ಹಾಗೂ ಚಳ್ಳಕೆರೆ ತಾಲ್ಲೂಕಿನ ಕೆ.ಆರ್.ವೆಂಕಟಲಕ್ಷ್ಮಿ, ಸಾಮಾನ್ಯ ವರ್ಗದ ಕೋಟಾದಡಿ ಚಿತ್ರದುರ್ಗ ನಗರದ ಸಂತೋಷ್ ಗುಡಿಮನೆ ಹಾಗೂ ಹೊಳಲ್ಕೆರೆ ತಾಲ್ಲೂಕಿನ ರಾಜಶೇಖರ್ ನಾಮನಿರ್ದೇಶನಗೊಂಡಿದ್ದಾರೆ. ಈ ಸಮಿತಿ ಯೋಜನೆಗಳನ್ನು ಪರಿಣಾಮಕಾರಿಯಾಗಿ ಅನುಷ್ಠಾನಗೊಳಿಸುವ ನಿಟ್ಟಿನಲ್ಲಿ ಪ್ರತಿ ಮೂರು ತಿಂಗಳಿಗೆ ಸಂಸದರ ಅಧ್ಯಕ್ಷತೆಯಲ್ಲಿ ಸಭೆ ನಡೆಸಲಾಗುತ್ತದೆ. [40,226,270,485]
protest-photo-icon [1130,1194,1302,1310]
fert-col-1: ■ ದಾವಣಗೆರೆ: ರೈತರ ಬೇಡಿಕೆಗೆ ತಕ್ಕಂತೆ ರಸಗೊಬ್ಬರ ಪೂರೈಸಲು ವಿಫಲವಾಗಿರುವ ರಾಜ್ಯ ಕಾಂಗ್ರೆಸ್ ಸರ್ಕಾರದ ವಿರುದ್ಧ ಬಿಜೆಪಿ ಜಿಲ್ಲಾ ಘಟಕದ ವತಿಯಿಂದ ಸೋಮವಾರ ನಗರದಲ್ಲಿ ಪ್ರತಿಭಟನೆ ನಡೆಸಲಾಯಿತು. ಇಲ್ಲಿನ ಜಿಲ್ಲಾ ಬಿಜೆಪಿ ಕಚೇರಿಯಿಂದ ಪ್ರತಿಭಟನಾ ಮೆರವಣಿಗೆ ಹೊರಟ ಕಾರ್ಯಕರ್ತರು ಜಿಲ್ಲಾಧಿಕಾರಿ ಕಚೇರಿ ಎದುರು ಧರಣಿ ನಡೆಸಿದರು. ಮಾಜಿ ಶಾಸಕ ಎಂ.ಪಿ.ರೇಣುಕಾಚಾರ್ಯ ಮಾತನಾಡಿ, ರೈತರಿಗೆ ಸಕಾಲದಲ್ಲಿ ಗೊಬ್ಬರ ಸಿಗದೆ ಪರದಾಡುವಂತಾಗಿದೆ ಎಂದು ಆರೋಪಿಸಿದರು. [912,1196,1122,1323]
suddi-label: ಸುದ್ದಿ [170,113,209,141]
masthead-tagline: ರಾಷ್ಟ್ರ ಜಾಗೃತಿಯ ದೈನಿಕ [140,41,201,50]
masthead-date-block [1160,20,1300,66]
lead-col2-text: ಸಭೆಯಲ್ಲಿ ಗದ್ದಲ ಉಂಟಾಯಿತು. ಈ ಮಾತು ಹಲವು ನಗರಸಭೆ ಸದಸ್ಯರುಗಳನ್ನು ಕೆರಳಿಸಿತು. ಆಗ ಸಭೆಯ ಅಧ್ಯಕ್ಷರು ಎದ್ದು ನಿಂತು ಎಲ್ಲಾ ಸದಸ್ಯರು ಶಾಂತರಾಗಬೇಕು, ಸದಸ್ಯರುಗಳ ಹಕ್ಕುಗಳನ್ನು ಸಂರಕ್ಷಿಸಲಾಗುವುದು, ನಾಮನಿರ್ದೇಶಿತ ಸದಸ್ಯರಿಗೂ ಸಮಾನ ಗೌರವ ನೀಡಲಾಗುವುದು ಎಂದು ಹೇಳಿದರು. ನಗರಸಭೆ ಪೌರಾಯುಕ್ತರು ಮಾತನಾಡಿ, ಸರ್ಕಾರದ ನಿಯಮದ ಪ್ರಕಾರ ನೇಮಕಾತಿ ನಡೆಯಲಿದೆ ಎಂದು ತಿಳಿಸಿದರು. [502,386,692,513]
press-event-photo-icon [684,1192,894,1280]
siddesh-col3-text: ಮಾತನಾಡಿ, ವಿದ್ಯಾರ್ಥಿಗಳು ಶಿಸ್ತು ಮತ್ತು ಪರಿಶ್ರಮದಿಂದ ಓದಿದರೆ ಯಶಸ್ಸು ಖಚಿತ ಎಂದರು. ಈ ಸಂದರ್ಭದಲ್ಲಿ ಉಪನ್ಯಾಸಕರಾದ ಕಂಬಣ್ಣ, ನಿಂಗಪ್ಪ, ತಿಪ್ಪೇಸ್ವಾಮಿ ಹಾಜರಿದ್ದರು. [1110,1884,1302,1946]
kiru-divider [283,95,284,590]
lead-photo-meeting [502,176,892,376]
urea-photo-crowd [272,702,714,870]
redcross-headline: ರೆಡ್‌ಕ್ರಾಸ್‌ನಿಂದ ರೋಗಿಗಳಿಗೆ ಆರು ದಿನ ಉಚಿತ ಆಹಾರ ವಿತರಣೆ [742,930,1166,954]
fert-photo [1130,1194,1302,1310]
siddesh-headline: ಸಮಾಜದ ಅಂಕು, ಡೊಂಕು ತಿದ್ದೋಣ [690,1626,1158,1670]
siddesh-col2-text: ಗಮನ ಹರಿಸಬೇಕು ಎಂದರು. ನಾವು ಕಲಿಯುವ ಶಿಕ್ಷಣ ಸಮಾಜಕ್ಕೆ ಉಪಯೋಗವಾಗಬೇಕು. ವಿದ್ಯಾರ್ಥಿಗಳು ಮೊಬೈಲ್ ಬಳಕೆ ಕಡಿಮೆ ಮಾಡಿ ಪುಸ್ತಕಗಳನ್ನು ಓದುವ ಹವ್ಯಾಸ ಬೆಳೆಸಿಕೊಳ್ಳಬೇಕು ಎಂದು ಕಿವಿಮಾತು ಹೇಳಿದರು. [902,1884,1094,1946]
urea-dateline: ಚಿತ್ರದುರ್ಗ: [54,726,94,738]
press-dateline: ಸಂತೆಬೆನ್ನೂರು: [475,1196,527,1208]
masthead-city: ಶಿವಮೊಗ್ಗ [1160,51,1198,65]
kuvempu-col-2 [254,1812,454,1986]
kuvempu-col3-text: ಗ್ರಹಾಲಯ ತೆರೆದು ಪುಸ್ತಕ ಒದಗಿಸುವುದು, ಕಂಪ್ಯೂಟರ್ ತರಬೇತಿ ಕೇಂದ್ರ ಸ್ಥಾಪನೆ ಮುಂತಾದ ಯೋಜನೆಗಳನ್ನು ಟ್ರಸ್ಟ್ ಹಮ್ಮಿಕೊಂಡಿದೆ. ಶಿವಗಂಗ ಡಿ.ಬಿ.ಪ್ರಕಾಶ್, ಬಸವರಾಜ ಕೃಷ್ಣ ಸೇರಿದಂತೆ ಟ್ರಸ್ಟ್‌ನ ಪದಾಧಿಕಾರಿಗಳು, ಶಿಕ್ಷಕರು ಹಾಗೂ ಪೋಷಕರು ಕಾರ್ಯಕ್ರಮದಲ್ಲಿ ಉಪಸ್ಥಿತರಿದ್ದರು. [464,1814,664,1892]
siddesh-photo [902,1690,1302,1874]
murder-headline-2: ಸಹೋದರಿಯಿಂದಲೇ ತಮ್ಮನ ಹತ್ಯೆ [40,1190,342,1223]
lead-col-5 [1114,334,1302,584]
bale-col1-text: ಕಲಬುರಗಿ ಮಠದಲ್ಲಿ ಇತ್ತೀಚೆಗೆ ನಡೆದ ಸಮಾವೇಶದಲ್ಲಿ ವೀರಶೈವ ಲಿಂಗಾಯತ ಸಮಾಜದ ಕುರಿತು ಬಾಳೆಹೊನ್ನೂರು ರಂಭಾಪುರಿ ಶ್ರೀಗಳು ನೀಡಿರುವ ಹೇಳಿಕೆ ಸರಿಯಲ್ಲ. ಬಸವಣ್ಣನವರ ತತ್ವಗಳನ್ನು ಒಪ್ಪಿದ ಸಮಾಜದ ಬಗ್ಗೆ ತಪ್ಪು ಸಂದೇಶ ರವಾನಿಸುವ ಕೆಲಸ ಮಾಡಬಾರದು ಎಂದು ಜಾಗತಿಕ ಲಿಂಗಾಯತ ಮಹಾಸಭಾ ಪದಾಧಿಕಾರಿಗಳು ಸುದ್ದಿಗೋಷ್ಠಿಯಲ್ಲಿ ಆಕ್ಷೇಪ ವ್ಯಕ್ತಪಡಿಸಿದರು. [742,658,918,785]
lead-col4-text: ಸದಸ್ಯ ಎಸ್.ಎಲ್.ಶಿವಕುಮಾರ್, ನಗರಸಭೆ ಅಧ್ಯಕ್ಷರು, ಉಪಾಧ್ಯಕ್ಷರು, ಪೌರಾಯುಕ್ತರು ಕುಳಿತಿದ್ದ ವೇದಿಕೆಯ ಕಡೆಗೆ ಹೋಗಿ ಮೈಕ್ ಕಸಿದುಕೊಂಡು ಮಾತನಾಡಿದರು. ನಾಮನಿರ್ದೇಶನ ಸದಸ್ಯರಿಗೆ ಸಮಾನ ಹಕ್ಕು ನೀಡಬೇಕು ಎಂದು ಒತ್ತಾಯಿಸಿದರು. ಈ ಸಂದರ್ಭದಲ್ಲಿ ನಾಮನಿರ್ದೇಶಿತ ಸದಸ್ಯರು ಹಾಗೂ ಚುನಾಯಿತ ಸದಸ್ಯರ ಮಧ್ಯೆ ಮಾತಿನ ಚಕಮಕಿ ನಡೆಯಿತು. ಮಾಜಿ ಅಧ್ಯಕ್ಷ ಮಂಜುನಾಥ್, ಮಾಜಿ ಉಪಾಧ್ಯಕ್ಷ ಬಿ.ಎನ್.ಪ್ರಕಾಶ್, ಜಿ.ಪ್ರಕಾಶ್ ಯಾದವ್ ಹಾಗೂ ಇತರರು ಮಧ್ಯಪ್ರವೇಶಿಸಿ ಸಮಾಧಾನಪಡಿಸಿದರು. ಒಂದು ಹಂತದಲ್ಲಿ ನಾಮನಿರ್ದೇಶಿತ ಸದಸ್ಯರು ಸಭಾತ್ಯಾಗ ಮಾಡಲು ಮುಂದಾದರು. [906,176,1096,353]
bale-dateline: ಚಿತ್ರದುರ್ಗ: [763,658,803,670]
lead-dateline: ಹಿರಿಯೂರು: [317,176,361,188]
rule-row-1 [38,594,1302,596]
press-col-2 [684,1288,894,1574]
lead-col1-text: ನಗರಸಭೆಯ ಸಾಮಾನ್ಯ ಸಭೆಯಲ್ಲಿ ಪೌರಕಾರ್ಮಿಕರ ನೇಮಕಾತಿಯ ವಿಚಾರವಾಗಿ ಚರ್ಚೆ ನಡೆಯುತ್ತಿದ್ದಾಗ ನಗರಸಭೆಗೆ ಹೊರಗುತ್ತಿಗೆ ಪೌರಕಾರ್ಮಿಕರನ್ನು ನಾವೇ ನೇಮಕ ಮಾಡಿಕೊಳ್ಳುತ್ತೇವೆ ಎಂದು ನಗರಸಭೆ ಸದಸ್ಯರು ಹೇಳಿದಾಗ, ನಾಮನಿರ್ದೇಶಿತ ಸದಸ್ಯರು ಇದಕ್ಕೆ ಆಕ್ಷೇಪ ವ್ಯಕ್ತಪಡಿಸಿದರು. ಅರ್ಹ ನೌಕರರನ್ನು ಆಯ್ಕೆ ಮಾಡಿಕೊಳ್ಳುವ ಬದಲಾಗಿ ನಿಯಮಬಾಹಿರವಾಗಿ ನೇಮಕ ಮಾಡಲಾಗುತ್ತಿದೆ ಎಂದು ನಗರಸಭೆ ಅಧ್ಯಕ್ಷರ ಬಾಲಕೃಷ್ಣ ಅವರು ಸಭೆಗೆ ತಿಳಿಸಿದರು. [296,176,486,320]
lead-col3-text: ಗೆದ್ದು ಬಂದ ನಗರಸಭೆಯ ಸದಸ್ಯರಾಗಿದ್ದೇವೆ. ಹಳೆಗಳವರು ಬೇಕ ಎಂದರೆ ಹೇಗೆ ಎಂದು ಪ್ರಶ್ನಿಸಿದರು. ಸದಸ್ಯ ಅಜಯ್ ಕುಮಾರ್ ಮಾತನಾಡಿ, ನೀವು ನಾಮನಿರ್ದೇಶಿತ ಸದಸ್ಯರಾಗಿದ್ದೀರಿ, ನಮ್ಮ ಅಭಿಪ್ರಾಯವನ್ನು ಗೌರವಿಸಬೇಕು. ನಿಮ್ಮನ್ನು ಸರ್ಕಾರ ನೇಮಕ ಮಾಡಿದೆ, ಜನರು ಆಯ್ಕೆ ಮಾಡಿಲ್ಲ ಎಂದು ಹೇಳಿದರು. ನಾಮನಿರ್ದೇಶಿತ ಸದಸ್ಯರು ಒಪ್ಪಲಿಲ್ಲ, ಸಭೆ ಕೆಲಕಾಲ ಗೊಂದಲದ ಗೂಡಾಯಿತು. [704,386,892,497]
fert-col1-text: ರೈತರ ಬೇಡಿಕೆಗೆ ತಕ್ಕಂತೆ ರಸಗೊಬ್ಬರ ಪೂರೈಸಲು ವಿಫಲವಾಗಿರುವ ರಾಜ್ಯ ಕಾಂಗ್ರೆಸ್ ಸರ್ಕಾರದ ವಿರುದ್ಧ ಬಿಜೆಪಿ ಜಿಲ್ಲಾ ಘಟಕದ ವತಿಯಿಂದ ಸೋಮವಾರ ನಗರದಲ್ಲಿ ಪ್ರತಿಭಟನೆ ನಡೆಸಲಾಯಿತು. ಇಲ್ಲಿನ ಜಿಲ್ಲಾ ಬಿಜೆಪಿ ಕಚೇರಿಯಿಂದ ಪ್ರತಿಭಟನಾ ಮೆರವಣಿಗೆ ಹೊರಟ ಕಾರ್ಯಕರ್ತರು ಜಿಲ್ಲಾಧಿಕಾರಿ ಕಚೇರಿ ಎದುರು ಧರಣಿ ನಡೆಸಿದರು. ಮಾಜಿ ಶಾಸಕ ಎಂ.ಪಿ.ರೇಣುಕಾಚಾರ್ಯ ಮಾತನಾಡಿ, ರೈತರಿಗೆ ಸಕಾಲದಲ್ಲಿ ಗೊಬ್ಬರ ಸಿಗದೆ ಪರದಾಡುವಂತಾಗಿದೆ ಎಂದು ಆರೋಪಿಸಿದರು. [912,1196,1122,1323]
bale-headline: ಬಾಳೆಹೊನ್ನೂರು ಶ್ರೀ ಹೇಳಿಕೆಗೆ ಆಕ್ಷೇಪ [742,606,1165,646]
kuvempu-photo [254,1656,664,1804]
urea-col-1: ■ ಚಿತ್ರದುರ್ಗ: ಚಿತ್ರದುರ್ಗ ಜಿಲ್ಲೆ ಸೇರಿದಂತೆ ರಾಜ್ಯದಲ್ಲಿ ಈ ಬಾರಿ ಮುಂಗಾರು ಅವಧಿಗೆ ಮುಂಚೆಯೇ ಆರಂಭವಾಗಿದೆ. ಜೂನ್ ತಿಂಗಳಿನಿಂದಲೂ ಉತ್ತಮ ಮಳೆಯಾದ ಪರಿಣಾಮ ರೈತರು ಜಮೀನುಗಳನ್ನು ಹಸನು ಮಾಡಿಕೊಂಡು ಬಿತ್ತನೆಗೆ ಮುಂದಾದರು. ಈಗ ಮೆಕ್ಕೆಜೋಳ ಸೇರಿದಂತೆ ಇತರ ಬೆಳೆಗಳು ಉತ್ತಮವಾಗಿ ಬೆಳೆದು ನಿಂತಿವೆ. ಈ ಬೆಳೆಗಳಿಗೆ ನಿಗದಿತ ಸಮಯಕ್ಕೆ ಗೊಬ್ಬರ ಕೊಡದೇ ಇದ್ದರೆ ಇಳುವರಿ ಕುಂಠಿತವಾಗುತ್ತದೆ ಎಂಬ ಆತಂಕ ರೈತರದ್ದು. ಯೂರಿಯಾ ಗೊಬ್ಬರ ಪಡೆಯಲು ರೈತರು ನಿತ್ಯ ಚಿತ್ರದುರ್ಗದ ಎಪಿಎಂಸಿ ಮಾರುಕಟ್ಟೆಯ ಗೊಬ್ಬರ ಮಾರಾಟ ಮಳಿಗೆ ಮುಂದೆ ಸರತಿ ಸಾಲಿನಲ್ಲಿ ನಿಲ್ಲುತ್ತಿದ್ದಾರೆ. ಸಾಕಷ್ಟು ಗೊಬ್ಬರ ಪೂರೈಕೆಯಾಗದ ಕಾರಣ ರೈತರು ದಿನವಿಡೀ ಕಾದು ಬರಿಗೈಯಲ್ಲಿ ವಾಪಸ್ ಹೋಗುತ್ತಿದ್ದಾರೆ. [40,726,258,919]
redcross-dateline: ಹಿರಿಯೂರು: [756,968,801,980]
lead-quote-by-text: ಎ.ವಾಸೀಂ, ಪೌರಾಯುಕ್ತ [1128,304,1215,317]
kuvempu-dateline: ಹೊಳಲ್ಕೆರೆ: [59,1658,98,1670]
kuvempu-headline: ಕುವೆಂಪು ಟ್ರಸ್ಟ್‌ನಿಂದ ಸಹಾಯಧನ ವಿತರಣೆ [40,1600,538,1641]
siddesh-col-2 [902,1882,1094,1986]
urea-byline: ▸ ಎಂ.ಜೆ.ತಿಪ್ಪೇಸ್ವಾಮಿ [40,700,118,713]
kuvempu-col-1: ■ ಹೊಳಲ್ಕೆರೆ: ತಾಲೂಕಿನ ಶಿವಗಂಗ ಗ್ರಾಮದ ಕುವೆಂಪು ಟ್ರಸ್ಟ್ ವತಿಯಿಂದ ಭಾನುವಾರ ಹೊಳಲ್ಕೆರೆಯಲ್ಲಿ ಬಡ ಮಕ್ಕಳ ವಿದ್ಯಾಭ್ಯಾಸಕ್ಕೆ ಸಹಾಯಧನ, ನೋಟ್ ಬುಕ್, ನಿಘಂಟುಗಳನ್ನು ವಿತರಿಸಲಾಯಿತು. ಟ್ರಸ್ಟ್‌ನ ಅಧ್ಯಕ್ಷರು ಮಾತನಾಡಿ, ಅಕ್ಷರ ಜ್ಞಾನ ಪಡೆದ ವಿದ್ಯಾರ್ಥಿಗಳು ಸಮಾಜದ ಆಸ್ತಿ. ಪ್ರತಿಭಾವಂತ ವಿದ್ಯಾರ್ಥಿಗಳಿಗೆ ಉತ್ತೇಜನ ನೀಡುವ ಉದ್ದೇಶದಿಂದ ಟ್ರಸ್ಟ್ ಪ್ರತಿವರ್ಷ ಈ ಕಾರ್ಯಕ್ರಮ ಆಯೋಜಿಸುತ್ತಿದೆ. ಬಡತನ ಶಿಕ್ಷಣಕ್ಕೆ ಅಡ್ಡಿಯಾಗಬಾರದು ಎಂದರು. [40,1658,240,1785]
